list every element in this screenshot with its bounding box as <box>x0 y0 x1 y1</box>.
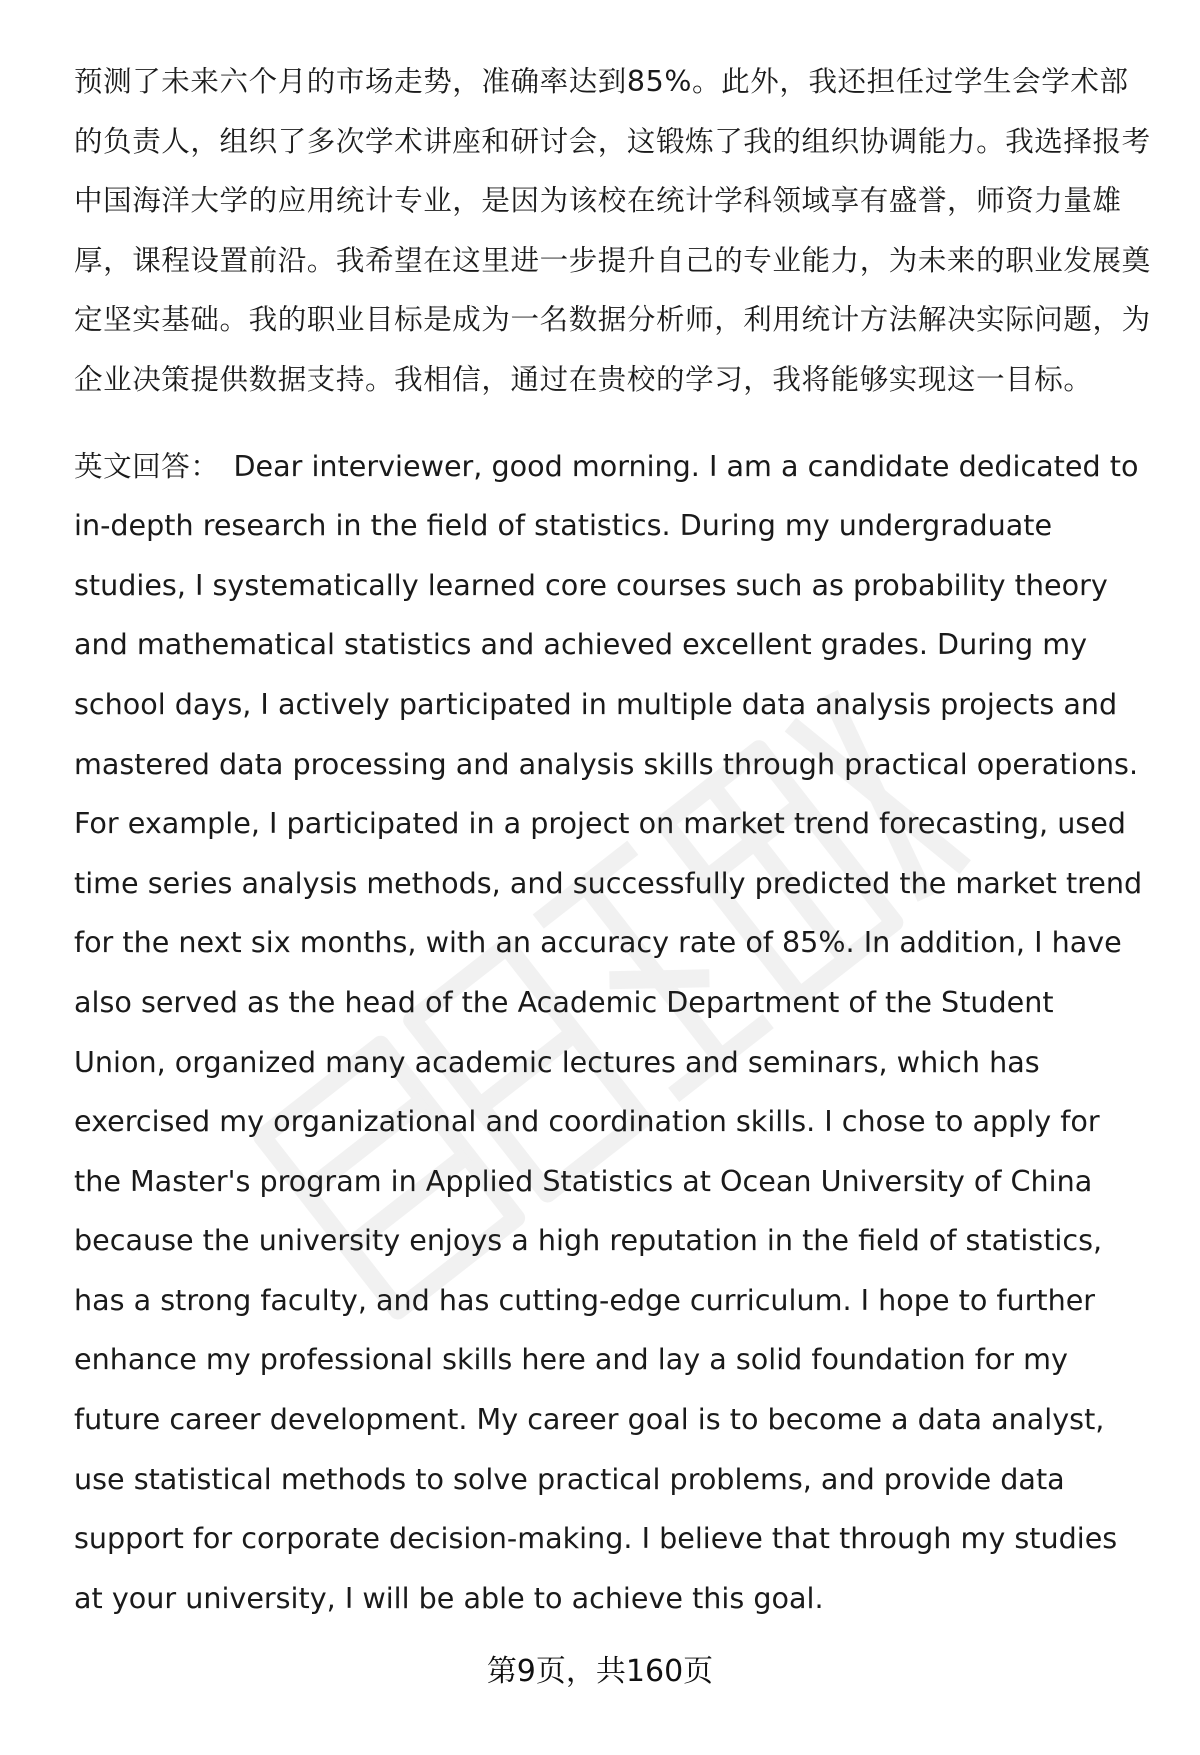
body-text <box>74 52 1152 1628</box>
english-answer-label: 英文回答： <box>74 449 220 483</box>
page-number-footer: 第9页，共160页 <box>486 1654 714 1689</box>
english-answer-paragraph <box>74 437 1152 1629</box>
english-answer-text: Dear interviewer, good morning. I am a candidate dedicated to in-depth research in the field of statistics. During my undergraduate studies, I systematically learned core courses such as probability theory and mathematical statistics and achieved excellent grades. During my school days, I actively participated in multiple data analysis projects and mastered data processing and analysis skills through practical operations. For example, I participated in a project on market trend forecasting, used time series analysis methods, and successfully predicted the market trend for the next six months, with an accuracy rate of 85%. In addition, I have also served as the head of the Academic Department of the Student Union, organized many academic lectures and seminars, which has exercised my organizational and coordination skills. I chose to apply for the Master's program in Applied Statistics at Ocean University of China because the university enjoys a high reputation in the field of statistics, has a strong faculty, and has cutting-edge curriculum. I hope to further enhance my professional skills here and lay a solid foundation for my future career development. My career goal is to become a data analyst, use statistical methods to solve practical problems, and provide data support for corporate decision-making. I believe that through my studies at your university, I will be able to achieve this goal. <box>74 448 1143 1615</box>
chinese-answer-paragraph: 预测了未来六个月的市场走势，准确率达到85%。此外，我还担任过学生会学术部的负责人，组织了多次学术讲座和研讨会，这锻炼了我的组织协调能力。我选择报考中国海洋大学的应用统计专业，是因为该校在统计学科领域享有盛誉，师资力量雄厚，课程设置前沿。我希望在这里进一步提升自己的专业能力，为未来的职业发展奠定坚实基础。我的职业目标是成为一名数据分析师，利用统计方法解决实际问题，为企业决策提供数据支持。我相信，通过在贵校的学习，我将能够实现这一目标。 <box>74 65 1151 396</box>
